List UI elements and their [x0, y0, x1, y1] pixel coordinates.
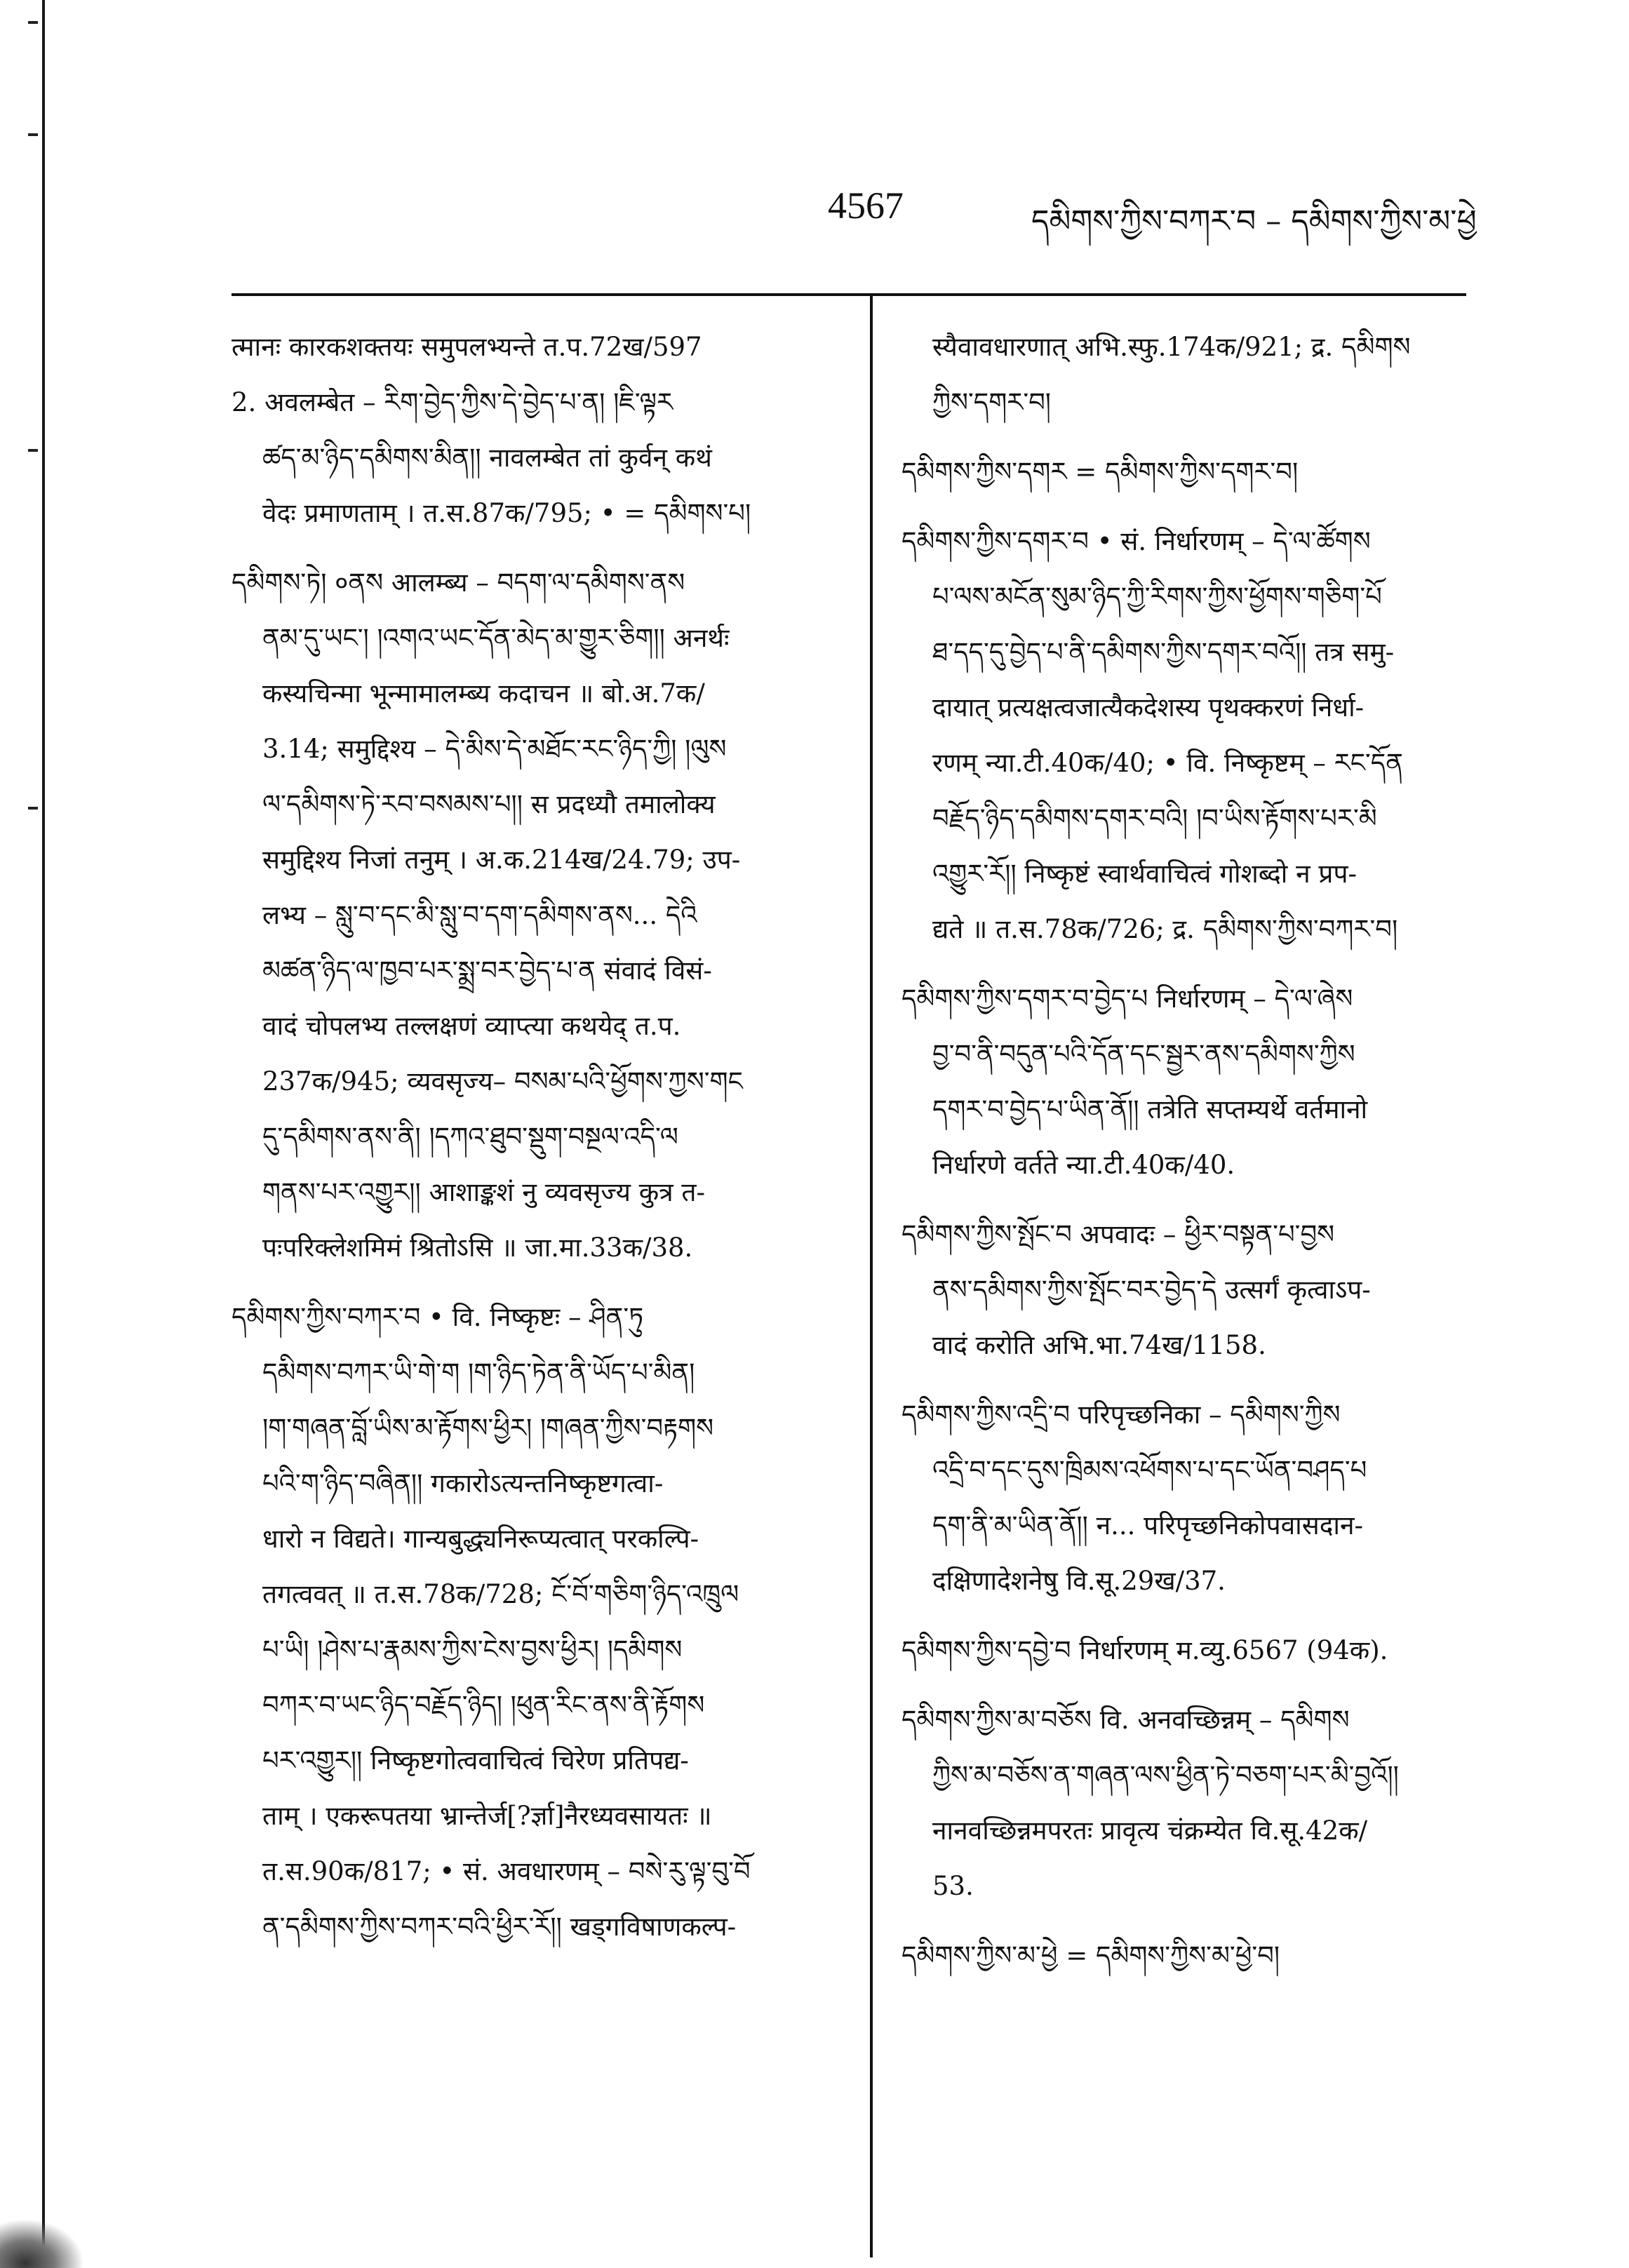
- entry-line: रणम् न्या.टी.40क/40; • वि. निष्कृष्टम् – རང་དོན: [932, 748, 1403, 778]
- entry-line: त.स.90क/817; • सं. अवधारणम् – བསེ་རུ་ལྟ་བུ་བོ: [262, 1856, 751, 1886]
- entry-line: དག་ནི་མ་ཡིན་ནོ།། न... परिपृच्छनिकोपवासदान-: [932, 1510, 1364, 1541]
- entry-headword-line: དམིགས་ཀྱིས་སྤོང་བ अपवादः – ཕྱིར་བསྟན་པ་བྱས: [901, 1219, 1335, 1249]
- scan-edge-mark: [28, 133, 38, 136]
- entry-headword-line: དམིགས་ཀྱིས་མ་བཅོས वि. अनवच्छिन्नम् – དམིགས: [901, 1705, 1350, 1735]
- entry-line: ཐ་དད་དུ་བྱེད་པ་ནི་དམིགས་ཀྱིས་དགར་བའོ།། तत्र समु-: [932, 637, 1395, 667]
- entry-gap: [901, 1914, 1477, 1928]
- entry-line: 237क/945; व्यवसृज्य– བསམ་པའི་ཕྱོགས་ཀྱས་གང: [262, 1066, 743, 1096]
- scan-left-edge: [42, 0, 45, 2268]
- entry-line: पःपरिक्लेशमिमं श्रितोऽसि ॥ जा.मा.33क/38.: [262, 1233, 693, 1263]
- entry-gap: [901, 1373, 1477, 1387]
- entry-line: བྱ་བ་ནི་བདུན་པའི་དོན་དང་སྦྱར་ནས་དམིགས་ཀྱིས: [932, 1039, 1355, 1069]
- entry-gap: [901, 957, 1477, 971]
- entry-line: འདྲི་བ་དང་དུས་ཁྲིམས་འཕོགས་པ་དང་ཡོན་བཤད་པ: [932, 1455, 1367, 1485]
- entry-line: མཚན་ཉིད་ལ་ཁྱབ་པར་སྨྲ་བར་བྱེད་པ་ན संवादं विसं-: [262, 955, 712, 986]
- entry-line: तगत्ववत् ॥ त.स.78क/728; ངོ་བོ་གཅིག་ཉིད་འཁྲུལ: [262, 1579, 739, 1609]
- entry-line: ནས་དམིགས་ཀྱིས་སྤོང་བར་བྱེད་དེ उत्सर्गं कृत्वाऽप-: [932, 1275, 1371, 1305]
- entry-gap: [901, 1193, 1477, 1207]
- entry-gap: [901, 430, 1477, 444]
- entry-gap: [901, 1609, 1477, 1623]
- entry-line: །ག་གཞན་བློ་ཡིས་མ་རྟོགས་ཕྱིར། །གཞན་ཀྱིས་བརྟགས: [262, 1413, 714, 1443]
- entry-headword-line: དམིགས་ཀྱིས་མ་ཕྱེ = དམིགས་ཀྱིས་མ་ཕྱེ་བ།: [901, 1940, 1280, 1971]
- entry-line: ཚད་མ་ཉིད་དམིགས་མིན།། नावलम्बेत तां कुर्वन् कथं: [262, 443, 712, 473]
- entry-line: པའི་ག་ཉིད་བཞིན།། गकारोऽत्यन्तनिष्कृष्टगत्वा-: [262, 1468, 664, 1498]
- entry-line: དགར་བ་བྱེད་པ་ཡིན་ནོ།། तत्रेति सप्तम्यर्थे वर्तमानो: [932, 1094, 1368, 1125]
- scan-corner-blot: [0, 2219, 84, 2268]
- header-rule: [232, 293, 1466, 296]
- entry-line: བརྗོད་ཉིད་དམིགས་དགར་བའི། །བ་ཡིས་རྟོགས་པར་མི: [932, 803, 1377, 833]
- entry-line: ཀྱིས་དགར་བ།: [932, 387, 1052, 417]
- left-column: [232, 319, 849, 1954]
- entry-line: नानवच्छिन्नमपरतः प्रावृत्य चंक्रम्येत वि.सू.42क/: [932, 1816, 1368, 1846]
- entry-headword-line: དམིགས་ཀྱིས་དགར་བ་བྱེད་པ निर्धारणम् – དེ་ལ་ཞེས: [901, 984, 1353, 1014]
- scan-edge-mark: [28, 21, 38, 24]
- entry-line: ལ་དམིགས་ཏེ་རབ་བསམས་པ།། स प्रदध्यौ तमालोक्य: [262, 789, 716, 819]
- entry-line: वादं चोपलभ्य तल्लक्षणं व्याप्त्या कथयेद् त.प.: [262, 1011, 681, 1041]
- page-number: 4567: [828, 184, 904, 227]
- entry-line: दक्षिणादेशनेषु वि.सू.29ख/37.: [932, 1566, 1226, 1596]
- entry-headword-line: त्मानः कारकशक्तयः समुपलभ्यन्ते त.प.72ख/597: [232, 332, 702, 362]
- running-head: དམིགས་ཀྱིས་བཀར་བ – དམིགས་ཀྱིས་མ་ཕྱེ: [1031, 203, 1477, 239]
- entry-line: གནས་པར་འགྱུར།། आशाङ्कशं नु व्यवसृज्य कुत्र त-: [262, 1177, 705, 1207]
- entry-line: པར་འགྱུར།། निष्कृष्टगोत्ववाचित्वं चिरेण प्रतिपद्य-: [262, 1745, 689, 1776]
- scan-edge-mark: [28, 449, 38, 452]
- entry-line: द्यते ॥ त.स.78क/726; द्र. དམིགས་ཀྱིས་བཀར་བ།: [932, 914, 1398, 944]
- entry-line: समुद्दिश्य निजां तनुम् । अ.क.214ख/24.79; उप-: [262, 845, 741, 875]
- entry-line: འགྱུར་རོ།། निष्कृष्टं स्वार्थवाचित्वं गोशब्दो न प्रप-: [932, 859, 1357, 889]
- entry-line: निर्धारणे वर्तते न्या.टी.40क/40.: [932, 1150, 1235, 1180]
- entry-line: པ་ཡི། །ཤེས་པ་རྣམས་ཀྱིས་ངེས་བྱས་ཕྱིར། །དམིགས: [262, 1635, 683, 1665]
- entry-headword-line: དམིགས་ཀྱིས་འདྲི་བ परिपृच्छनिका – དམིགས་ཀྱིས: [901, 1400, 1341, 1430]
- entry-headword-line: 2. अवलम्बेत – རིག་བྱེད་ཀྱིས་དེ་བྱེད་པ་ན། །ཇི་ལྟར: [232, 387, 673, 417]
- entry-line: 3.14; समुद्दिश्य – དེ་མིས་དེ་མཐོང་རང་ཉིད་ཀྱི། །ལུས: [262, 734, 727, 764]
- entry-line: ན་དམིགས་ཀྱིས་བཀར་བའི་ཕྱིར་རོ།། खड्गविषाणकल्प-: [262, 1912, 737, 1942]
- entry-line: དམིགས་བཀར་ཡི་གེ་ག །ག་ཉིད་ཏེན་ནི་ཡོད་པ་མིན།: [262, 1357, 695, 1388]
- entry-gap: [232, 541, 849, 555]
- column-divider: [870, 293, 873, 2257]
- entry-headword-line: དམིགས་ཀྱིས་དགར = དམིགས་ཀྱིས་དགར་བ།: [901, 457, 1299, 487]
- entry-line: 53.: [932, 1871, 974, 1901]
- entry-headword-line: དམིགས་ཀྱིས་བཀར་བ • वि. निष्कृष्टः – ཤིན་ཏུ: [232, 1302, 644, 1332]
- scan-edge-mark: [28, 807, 38, 810]
- entry-line: दायात् प्रत्यक्षत्वजात्यैकदेशस्य पृथक्करणं निर्धा-: [932, 692, 1365, 723]
- entry-gap: [901, 1678, 1477, 1692]
- entry-line: स्यैवावधारणात् अभि.स्फु.174क/921; द्र. དམིགས: [932, 332, 1411, 362]
- entry-line: དུ་དམིགས་ནས་ནི། །དཀའ་ཐུབ་སྡུག་བསྔལ་འདི་ལ: [262, 1122, 678, 1152]
- entry-headword-line: དམིགས་ཏེ། ०ནས आलम्ब्य – བདག་ལ་དམིགས་ནས: [232, 568, 685, 598]
- entry-headword-line: དམིགས་ཀྱིས་དགར་བ • सं. निर्धारणम् – དེ་ལ་ཚོགས: [901, 526, 1371, 556]
- entry-line: कस्यचिन्मा भून्मामालम्ब्य कदाचन ॥ बो.अ.7क/: [262, 678, 705, 709]
- entry-headword-line: དམིགས་ཀྱིས་དབྱེ་བ निर्धारणम् म.व्यु.6567 (94क).: [901, 1635, 1388, 1665]
- right-column: [901, 319, 1477, 1983]
- entry-gap: [901, 499, 1477, 514]
- entry-line: धारो न विद्यते। गान्यबुद्ध्यनिरूप्यत्वात् परकल्पि-: [262, 1524, 699, 1554]
- page-header: [828, 184, 1529, 254]
- entry-line: ཀྱིས་མ་བཅོས་ན་གཞན་ལས་ཕྱིན་ཏེ་བཅག་པར་མི་བྱའོ།།: [932, 1760, 1399, 1790]
- entry-gap: [232, 1275, 849, 1289]
- entry-line: वेदः प्रमाणताम् । त.स.87क/795; • = དམིགས་པ།: [262, 498, 751, 528]
- entry-line: लभ्य – སླུ་བ་དང་མི་སླུ་བ་དག་དམིགས་ནས... དེའི: [262, 900, 697, 930]
- entry-line: བཀར་བ་ཡང་ཉིད་བརྗོད་ཉིད། །ཕུན་རིང་ནས་ནི་རྟོགས: [262, 1690, 705, 1720]
- entry-line: པ་ལས་མངོན་སུམ་ཉིད་ཀྱི་རིགས་ཀྱིས་ཕྱོགས་གཅིག་པོ: [932, 582, 1382, 612]
- entry-line: ནམ་དུ་ཡང་། །འགའ་ཡང་དོན་མེད་མ་གྱུར་ཅིག།། अनर्थः: [262, 623, 730, 653]
- entry-line: ताम् । एकरूपतया भ्रान्तेर्ज[?र्ज्ञा]नैरध्यवसायतः ॥: [262, 1801, 712, 1831]
- entry-line: वादं करोति अभि.भा.74ख/1158.: [932, 1330, 1266, 1360]
